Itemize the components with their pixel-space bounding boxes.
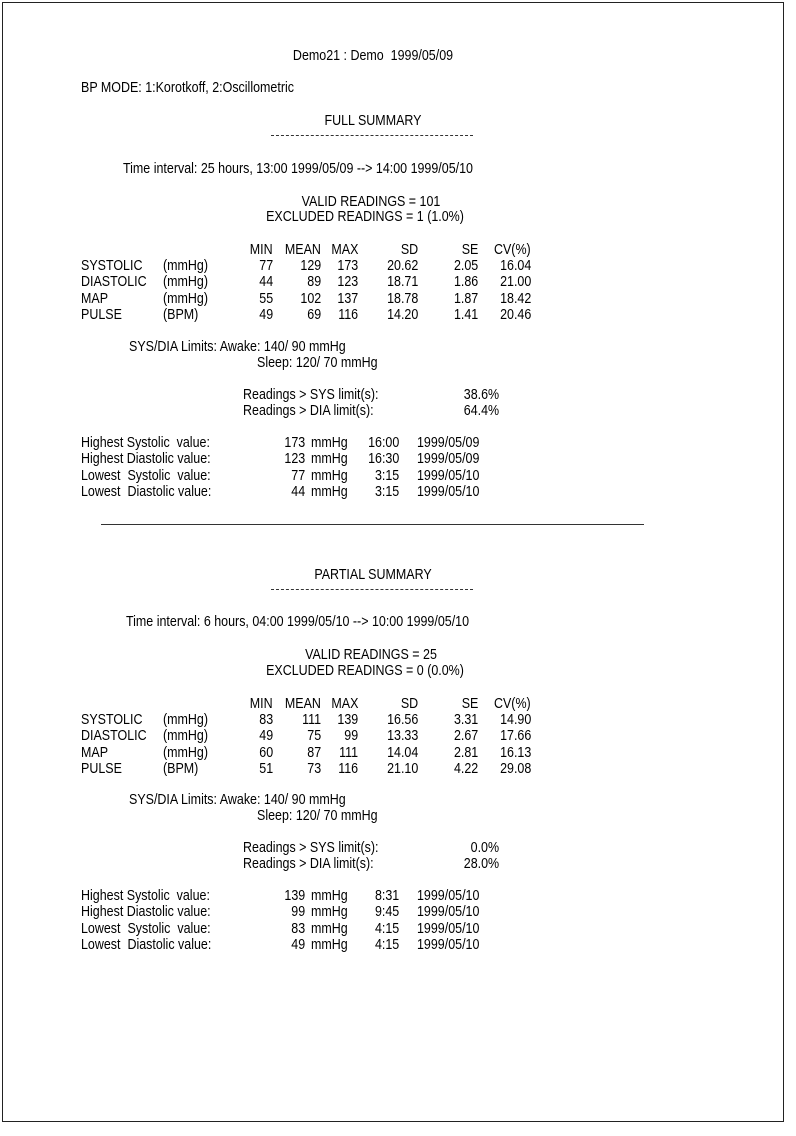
full-col-header: MEAN [284, 242, 321, 258]
full-table-cell: 16.04 [499, 258, 531, 274]
report-page [2, 2, 784, 1122]
full-row-label: PULSE [81, 306, 122, 323]
partial-table-cell: 14.90 [499, 712, 531, 728]
full-table-cell: 44 [259, 274, 273, 291]
full-extreme-time: 3:15 [374, 483, 399, 500]
full-limits-sleep: Sleep: 120/ 70 mmHg [257, 355, 378, 371]
partial-readings-sys-value: 0.0% [470, 840, 499, 856]
partial-extreme-label: Lowest Systolic value: [81, 920, 211, 937]
partial-extreme-date: 1999/05/10 [417, 888, 480, 904]
full-row-label: MAP [81, 290, 109, 307]
full-extreme-unit: mmHg [311, 483, 348, 500]
full-excluded-readings: EXCLUDED READINGS = 1 (1.0%) [266, 209, 464, 225]
partial-table-cell: 116 [338, 760, 358, 777]
partial-table-cell: 17.66 [499, 728, 531, 745]
full-extreme-unit: mmHg [311, 467, 348, 484]
partial-time-interval: Time interval: 6 hours, 04:00 1999/05/10 --> 10:00 1999/05/10 [126, 614, 470, 630]
partial-table-cell: 87 [307, 744, 321, 761]
partial-col-header: SE [461, 696, 478, 712]
partial-table-cell: 60 [259, 744, 273, 761]
full-row-unit: (mmHg) [163, 274, 209, 291]
partial-table-cell: 75 [307, 728, 321, 745]
partial-readings-sys-label: Readings > SYS limit(s): [243, 840, 379, 856]
partial-summary-underline [271, 589, 473, 590]
full-col-header: MAX [330, 242, 358, 258]
full-table-cell: 20.62 [386, 258, 418, 274]
full-table-cell: 1.87 [453, 290, 478, 307]
partial-table-cell: 4.22 [453, 760, 478, 777]
partial-col-header: MEAN [284, 696, 321, 712]
full-extreme-value: 44 [291, 483, 305, 500]
partial-extreme-unit: mmHg [311, 904, 348, 921]
full-valid-readings: VALID READINGS = 101 [301, 194, 441, 210]
partial-extreme-label: Highest Systolic value: [81, 888, 210, 904]
full-extreme-value: 77 [291, 467, 305, 484]
full-table-cell: 2.05 [453, 258, 478, 274]
full-readings-dia-value: 64.4% [463, 403, 499, 419]
partial-table-cell: 13.33 [386, 728, 418, 745]
full-readings-sys-value: 38.6% [463, 387, 499, 403]
full-table-cell: 173 [337, 258, 358, 274]
partial-col-header: SD [400, 696, 418, 712]
full-col-header: MIN [250, 242, 273, 258]
partial-row-label: DIASTOLIC [81, 728, 147, 745]
full-col-header: CV(%) [494, 242, 531, 258]
full-limits-awake: SYS/DIA Limits: Awake: 140/ 90 mmHg [129, 339, 346, 355]
partial-table-cell: 99 [344, 728, 358, 745]
partial-table-cell: 2.81 [453, 744, 478, 761]
partial-row-label: SYSTOLIC [81, 712, 143, 728]
partial-extreme-value: 49 [291, 936, 305, 953]
full-table-cell: 21.00 [499, 274, 531, 291]
full-extreme-time: 16:00 [367, 435, 399, 451]
full-table-cell: 102 [300, 290, 321, 307]
partial-summary-title: PARTIAL SUMMARY [314, 567, 432, 583]
full-table-cell: 123 [337, 274, 358, 291]
partial-extreme-unit: mmHg [311, 920, 348, 937]
partial-table-cell: 83 [259, 712, 273, 728]
section-divider [101, 524, 644, 525]
partial-extreme-date: 1999/05/10 [417, 936, 480, 953]
full-summary-title: FULL SUMMARY [324, 113, 422, 129]
full-table-cell: 18.42 [499, 290, 531, 307]
full-table-cell: 89 [307, 274, 321, 291]
partial-table-cell: 111 [302, 712, 321, 728]
partial-valid-readings: VALID READINGS = 25 [305, 647, 437, 663]
report-title: Demo21 : Demo 1999/05/09 [292, 48, 454, 64]
partial-table-cell: 29.08 [499, 760, 531, 777]
partial-extreme-value: 139 [284, 888, 305, 904]
partial-extreme-unit: mmHg [311, 936, 348, 953]
full-row-label: DIASTOLIC [81, 274, 147, 291]
partial-row-label: MAP [81, 744, 109, 761]
partial-extreme-date: 1999/05/10 [417, 920, 480, 937]
full-table-cell: 1.41 [453, 306, 478, 323]
full-table-cell: 20.46 [499, 306, 531, 323]
full-extreme-label: Lowest Systolic value: [81, 467, 211, 484]
full-row-unit: (mmHg) [163, 290, 209, 307]
full-summary-underline [271, 135, 473, 136]
full-table-cell: 1.86 [453, 274, 478, 291]
full-table-cell: 69 [307, 306, 321, 323]
partial-table-cell: 139 [337, 712, 358, 728]
full-extreme-label: Highest Systolic value: [81, 435, 210, 451]
partial-extreme-time: 4:15 [374, 936, 399, 953]
partial-extreme-label: Lowest Diastolic value: [81, 936, 212, 953]
full-extreme-unit: mmHg [311, 435, 348, 451]
partial-table-cell: 16.56 [386, 712, 418, 728]
full-extreme-date: 1999/05/09 [417, 435, 480, 451]
partial-table-cell: 111 [339, 744, 358, 761]
partial-extreme-label: Highest Diastolic value: [81, 904, 211, 921]
partial-table-cell: 14.04 [386, 744, 418, 761]
full-table-cell: 49 [259, 306, 273, 323]
bp-mode-line: BP MODE: 1:Korotkoff, 2:Oscillometric [81, 80, 294, 96]
full-extreme-time: 16:30 [367, 451, 399, 468]
full-extreme-label: Lowest Diastolic value: [81, 483, 212, 500]
full-extreme-unit: mmHg [311, 451, 348, 468]
partial-readings-dia-value: 28.0% [463, 856, 499, 872]
partial-row-unit: (mmHg) [163, 712, 209, 728]
full-table-cell: 116 [338, 306, 358, 323]
full-table-cell: 77 [259, 258, 273, 274]
partial-table-cell: 16.13 [499, 744, 531, 761]
full-extreme-value: 123 [284, 451, 305, 468]
partial-table-cell: 3.31 [453, 712, 478, 728]
full-table-cell: 18.78 [386, 290, 418, 307]
full-readings-sys-label: Readings > SYS limit(s): [243, 387, 379, 403]
full-extreme-label: Highest Diastolic value: [81, 451, 211, 468]
partial-extreme-time: 8:31 [374, 888, 399, 904]
partial-row-unit: (mmHg) [163, 744, 209, 761]
partial-extreme-value: 99 [291, 904, 305, 921]
partial-readings-dia-label: Readings > DIA limit(s): [243, 856, 374, 872]
partial-extreme-date: 1999/05/10 [417, 904, 480, 921]
partial-col-header: MAX [330, 696, 358, 712]
full-row-unit: (BPM) [163, 306, 199, 323]
partial-extreme-unit: mmHg [311, 888, 348, 904]
full-extreme-date: 1999/05/10 [417, 467, 480, 484]
partial-row-unit: (BPM) [163, 760, 199, 777]
full-table-cell: 137 [337, 290, 358, 307]
partial-table-cell: 73 [307, 760, 321, 777]
partial-row-label: PULSE [81, 760, 122, 777]
full-time-interval: Time interval: 25 hours, 13:00 1999/05/09 --> 14:00 1999/05/10 [123, 161, 473, 177]
partial-col-header: CV(%) [494, 696, 531, 712]
full-extreme-value: 173 [284, 435, 305, 451]
full-extreme-date: 1999/05/10 [417, 483, 480, 500]
partial-limits-sleep: Sleep: 120/ 70 mmHg [257, 808, 378, 824]
full-col-header: SD [400, 242, 418, 258]
full-table-cell: 55 [259, 290, 273, 307]
partial-extreme-time: 9:45 [374, 904, 399, 921]
full-table-cell: 18.71 [386, 274, 418, 291]
full-extreme-date: 1999/05/09 [417, 451, 480, 468]
partial-extreme-time: 4:15 [374, 920, 399, 937]
partial-extreme-value: 83 [291, 920, 305, 937]
full-table-cell: 14.20 [386, 306, 418, 323]
partial-limits-awake: SYS/DIA Limits: Awake: 140/ 90 mmHg [129, 792, 346, 808]
full-col-header: SE [461, 242, 478, 258]
partial-table-cell: 21.10 [386, 760, 418, 777]
partial-table-cell: 49 [259, 728, 273, 745]
full-row-label: SYSTOLIC [81, 258, 143, 274]
full-extreme-time: 3:15 [374, 467, 399, 484]
partial-table-cell: 51 [259, 760, 273, 777]
partial-excluded-readings: EXCLUDED READINGS = 0 (0.0%) [266, 663, 464, 679]
partial-col-header: MIN [250, 696, 273, 712]
full-row-unit: (mmHg) [163, 258, 209, 274]
full-table-cell: 129 [300, 258, 321, 274]
partial-row-unit: (mmHg) [163, 728, 209, 745]
partial-table-cell: 2.67 [453, 728, 478, 745]
full-readings-dia-label: Readings > DIA limit(s): [243, 403, 374, 419]
